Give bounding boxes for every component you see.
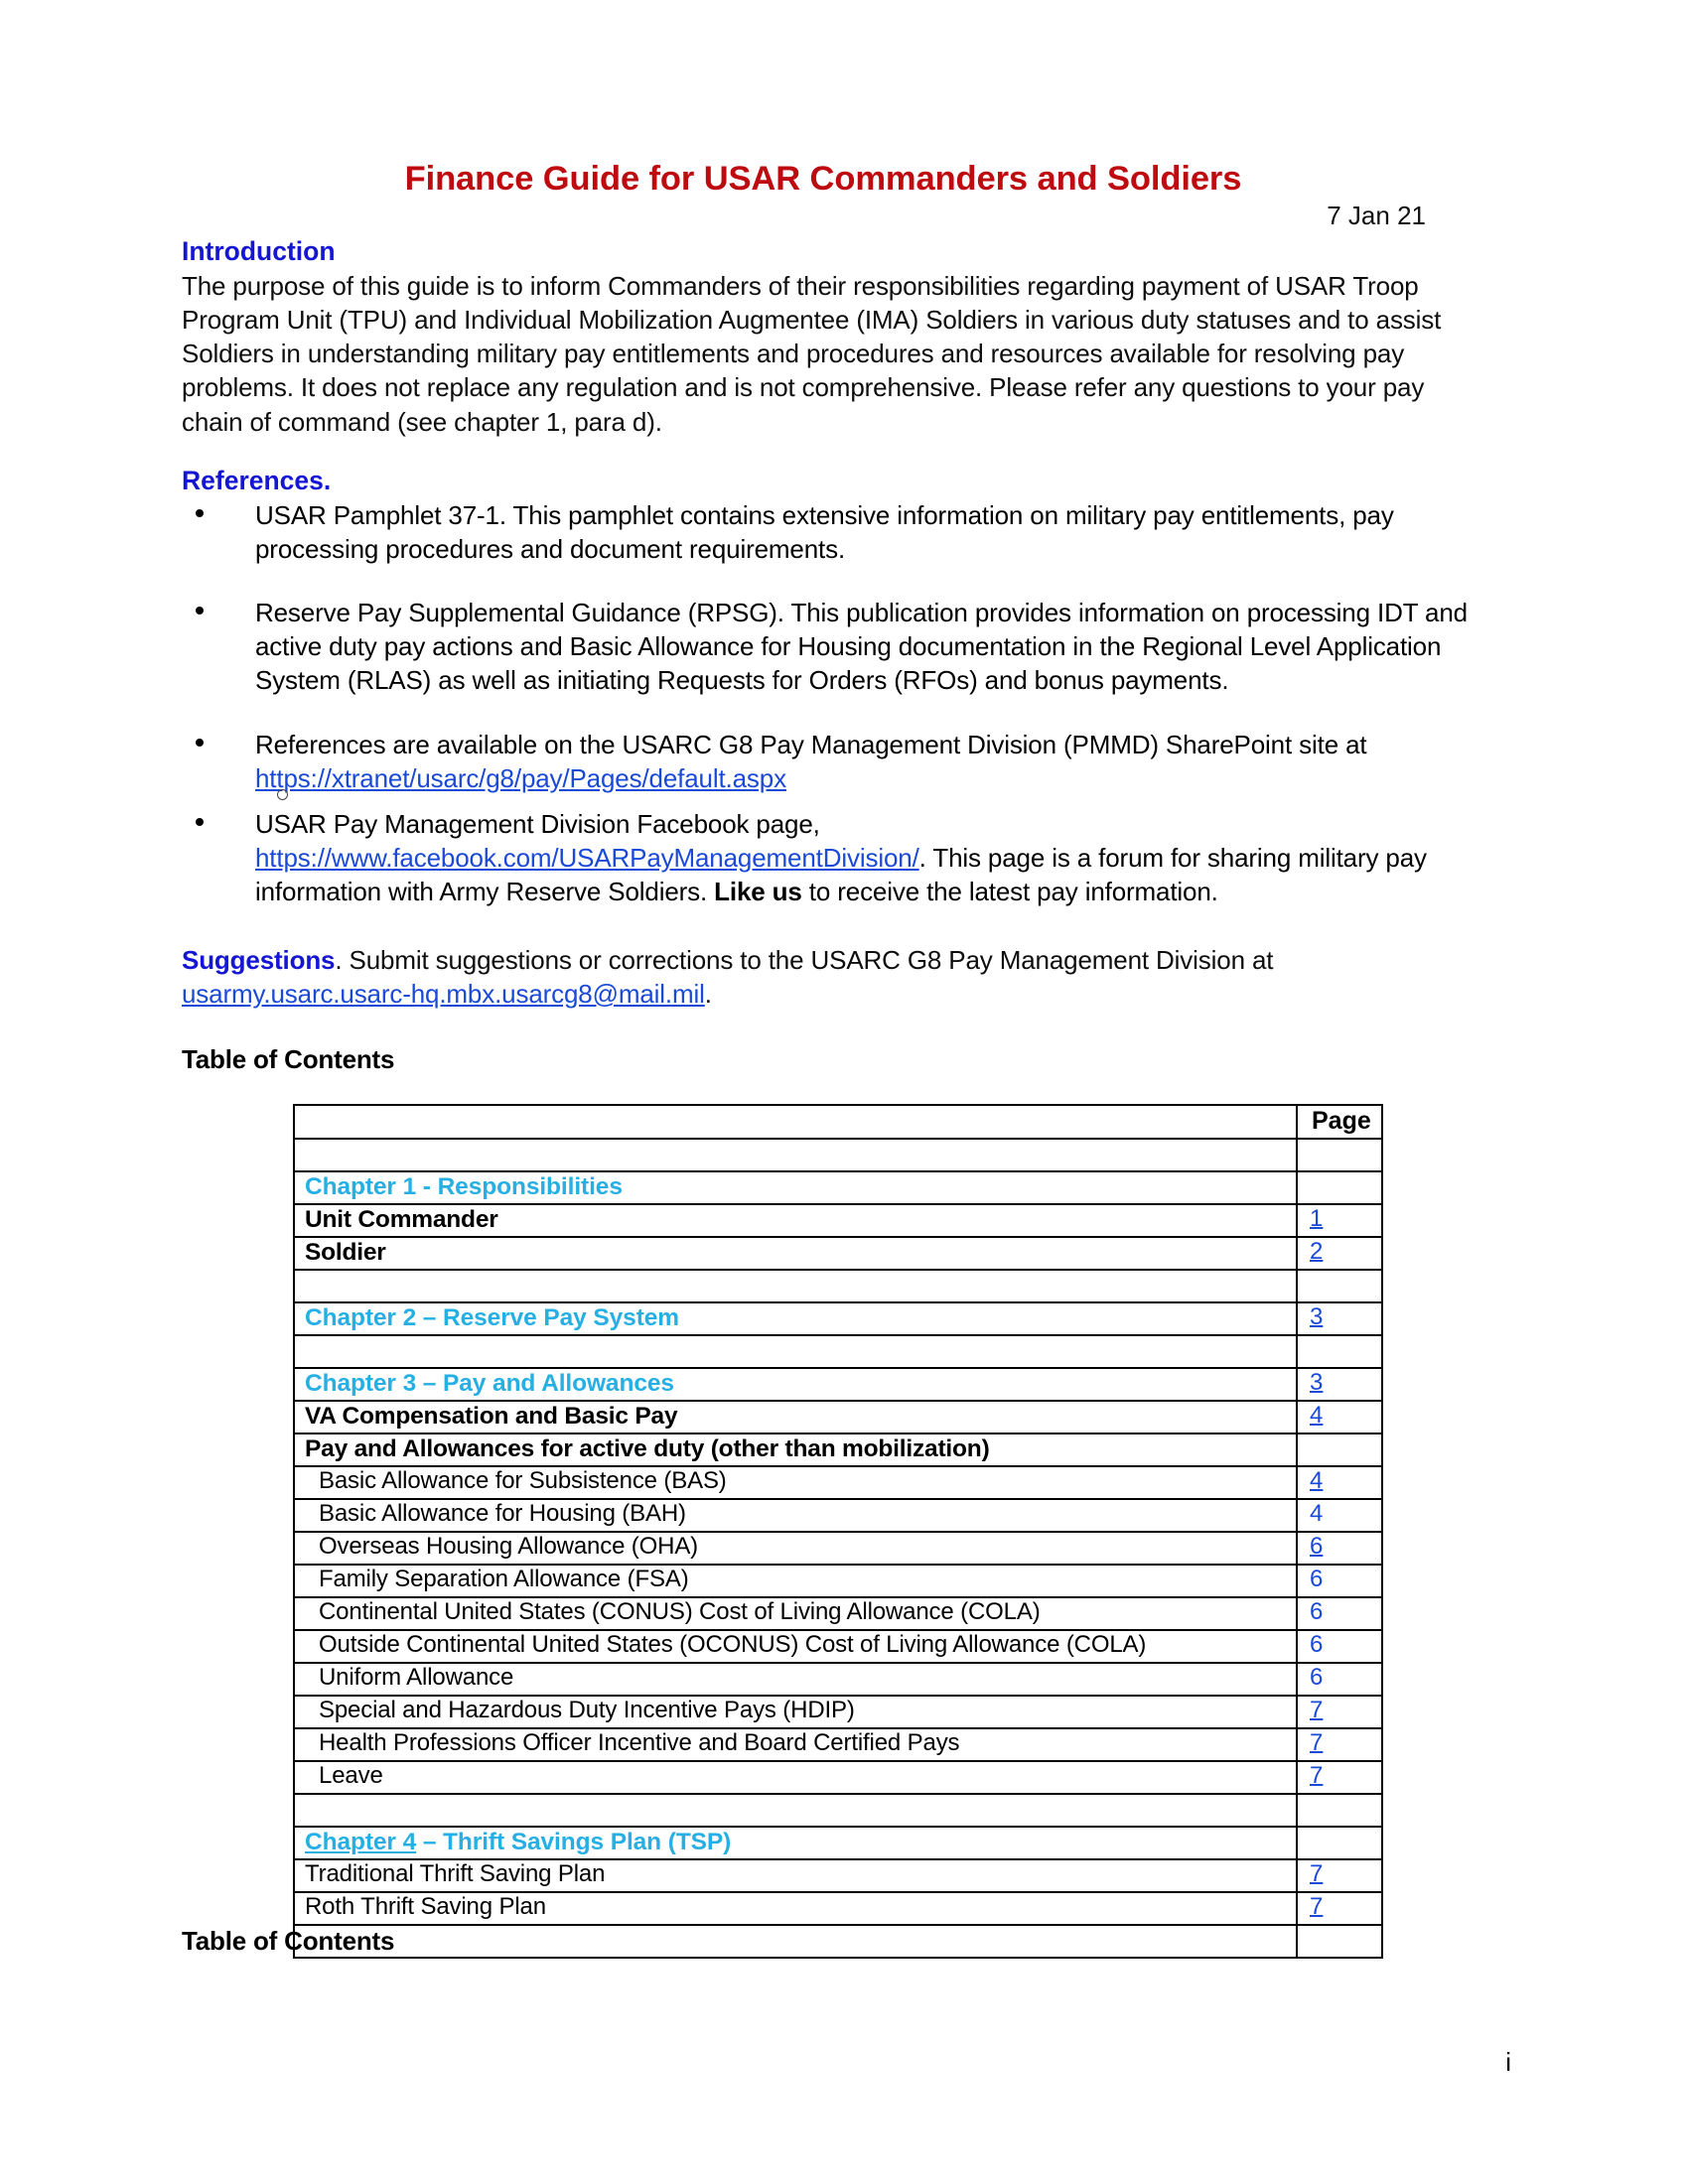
list-item — [182, 498, 1482, 566]
toc-title-cell — [294, 1663, 1297, 1696]
toc-chapter-link[interactable]: Chapter 2 – Reserve Pay System — [305, 1303, 679, 1331]
toc-page-cell — [1297, 1696, 1382, 1728]
suggestions-heading: Suggestions — [182, 944, 336, 975]
toc-spacer-cell — [294, 1335, 1297, 1368]
bullet-icon — [196, 818, 204, 826]
toc-title-cell — [294, 1597, 1297, 1630]
table-row — [294, 1597, 1382, 1630]
toc-entry-bold[interactable]: Unit Commander — [305, 1205, 498, 1233]
toc-title-cell — [294, 1630, 1297, 1663]
toc-page-link[interactable]: 3 — [1310, 1303, 1324, 1331]
reference-bullet-3-text: References are available on the USARC G8 Pay Management Division (PMMD) SharePoint site at — [255, 729, 1367, 759]
table-of-contents — [293, 1104, 1381, 1959]
toc-entry-bold[interactable]: VA Compensation and Basic Pay — [305, 1402, 678, 1430]
toc-title-cell — [294, 1827, 1297, 1859]
table-row — [294, 1171, 1382, 1204]
toc-title-cell — [294, 1696, 1297, 1728]
bullet-icon — [196, 509, 204, 517]
reference-bullet-4-text: USAR Pay Management Division Facebook page, — [255, 808, 820, 839]
toc-page-link[interactable]: 2 — [1310, 1238, 1324, 1266]
toc-title-cell — [294, 1761, 1297, 1794]
toc-entry[interactable]: Traditional Thrift Saving Plan — [305, 1860, 606, 1888]
table-row — [294, 1139, 1382, 1171]
toc-chapter-link[interactable]: Chapter 1 - Responsibilities — [305, 1172, 623, 1200]
references-list-continued — [182, 807, 1482, 909]
table-row — [294, 1892, 1382, 1925]
toc-entry-sub[interactable]: Leave — [319, 1762, 383, 1790]
table-row — [294, 1761, 1382, 1794]
toc-table — [293, 1104, 1383, 1959]
toc-page-cell — [1297, 1565, 1382, 1597]
toc-page-link[interactable]: 7 — [1310, 1697, 1324, 1724]
table-row — [294, 1466, 1382, 1499]
toc-title-cell — [294, 1401, 1297, 1433]
table-row — [294, 1237, 1382, 1270]
toc-page-cell — [1297, 1532, 1382, 1565]
toc-title-cell — [294, 1728, 1297, 1761]
toc-entry-sub[interactable]: Family Separation Allowance (FSA) — [319, 1566, 689, 1593]
toc-page-cell — [1297, 1630, 1382, 1663]
document-body — [182, 159, 1482, 1075]
toc-page-cell — [1297, 1368, 1382, 1401]
table-row — [294, 1827, 1382, 1859]
references-heading: References. — [182, 465, 332, 495]
toc-page-link[interactable]: 6 — [1310, 1598, 1324, 1626]
toc-spacer-cell — [294, 1925, 1297, 1958]
toc-title-cell — [294, 1892, 1297, 1925]
facebook-link[interactable]: https://www.facebook.com/USARPayManagementDivision/ — [255, 843, 919, 874]
list-item — [182, 596, 1482, 698]
suggestions-text: . Submit suggestions or corrections to the USARC G8 Pay Management Division at — [335, 944, 1274, 975]
table-row — [294, 1401, 1382, 1433]
toc-page-cell — [1297, 1237, 1382, 1270]
table-row — [294, 1433, 1382, 1466]
list-item — [182, 807, 1482, 909]
references-list — [182, 498, 1482, 795]
toc-page-link[interactable]: 6 — [1310, 1664, 1324, 1692]
introduction-heading: Introduction — [182, 235, 336, 266]
toc-page-cell — [1297, 1892, 1382, 1925]
table-row — [294, 1859, 1382, 1892]
table-row — [294, 1696, 1382, 1728]
toc-page-link[interactable]: 6 — [1310, 1566, 1324, 1593]
reference-bullet-4-after: . This page is a forum for sharing military pay information with Army Reserve Soldiers. — [255, 843, 1427, 907]
table-row — [294, 1499, 1382, 1532]
table-row — [294, 1302, 1382, 1335]
hollow-circle-icon — [277, 789, 288, 800]
toc-page-cell — [1297, 1761, 1382, 1794]
toc-title-cell — [294, 1368, 1297, 1401]
toc-entry-sub[interactable]: Basic Allowance for Housing (BAH) — [319, 1500, 686, 1528]
reference-bullet-4-tail: to receive the latest pay information. — [801, 877, 1218, 907]
toc-entry[interactable]: Roth Thrift Saving Plan — [305, 1893, 546, 1921]
toc-spacer-page-cell — [1297, 1270, 1382, 1302]
toc-entry-sub[interactable]: Health Professions Officer Incentive and Board Certified Pays — [319, 1729, 960, 1757]
toc-chapter-link[interactable]: Chapter 4 – Thrift Savings Plan (TSP) — [305, 1828, 732, 1855]
toc-spacer-cell — [294, 1139, 1297, 1171]
toc-spacer-cell — [294, 1794, 1297, 1827]
table-row — [294, 1663, 1382, 1696]
table-row — [294, 1204, 1382, 1237]
table-row — [294, 1270, 1382, 1302]
page-title: Finance Guide for USAR Commanders and Soldiers — [404, 160, 1242, 198]
toc-page-cell — [1297, 1859, 1382, 1892]
toc-chapter-link[interactable]: Chapter 3 – Pay and Allowances — [305, 1369, 674, 1397]
toc-spacer-cell — [294, 1270, 1297, 1302]
toc-heading-bottom: Table of Contents — [182, 1926, 395, 1956]
bullet-icon — [196, 607, 204, 614]
toc-col-page-header — [1297, 1105, 1382, 1139]
toc-page-cell — [1297, 1827, 1382, 1859]
toc-entry-sub[interactable]: Special and Hazardous Duty Incentive Pays (HDIP) — [319, 1697, 855, 1724]
toc-page-cell — [1297, 1597, 1382, 1630]
toc-page-cell — [1297, 1728, 1382, 1761]
toc-title-cell — [294, 1499, 1297, 1532]
suggestions-paragraph — [182, 943, 1482, 1011]
toc-entry-sub[interactable]: Continental United States (CONUS) Cost of Living Allowance (COLA) — [319, 1598, 1041, 1626]
toc-page-cell — [1297, 1302, 1382, 1335]
toc-page-link[interactable]: 4 — [1310, 1500, 1324, 1528]
toc-page-link[interactable]: 6 — [1310, 1533, 1324, 1561]
table-row — [294, 1105, 1382, 1139]
table-row — [294, 1925, 1382, 1958]
toc-title-cell — [294, 1171, 1297, 1204]
toc-page-link[interactable]: 3 — [1310, 1369, 1324, 1397]
sharepoint-link[interactable]: https://xtranet/usarc/g8/pay/Pages/default.aspx — [255, 762, 786, 793]
table-row — [294, 1728, 1382, 1761]
email-link[interactable]: usarmy.usarc.usarc-hq.mbx.usarcg8@mail.mil — [182, 978, 705, 1009]
toc-title-cell — [294, 1532, 1297, 1565]
toc-entry-sub[interactable]: Outside Continental United States (OCONUS) Cost of Living Allowance (COLA) — [319, 1631, 1147, 1659]
toc-spacer-page-cell — [1297, 1794, 1382, 1827]
table-row — [294, 1368, 1382, 1401]
toc-title-cell — [294, 1859, 1297, 1892]
bullet-icon — [196, 739, 204, 747]
toc-page-cell — [1297, 1663, 1382, 1696]
toc-entry-sub[interactable]: Basic Allowance for Subsistence (BAS) — [319, 1467, 727, 1495]
suggestions-period: . — [704, 978, 712, 1009]
toc-page-link[interactable]: 4 — [1310, 1467, 1324, 1495]
table-row — [294, 1532, 1382, 1565]
toc-spacer-page-cell — [1297, 1925, 1382, 1958]
toc-page-cell — [1297, 1401, 1382, 1433]
toc-page-cell — [1297, 1171, 1382, 1204]
toc-page-cell — [1297, 1433, 1382, 1466]
table-row — [294, 1335, 1382, 1368]
toc-page-link[interactable]: 4 — [1310, 1402, 1324, 1430]
reference-bullet-2: Reserve Pay Supplemental Guidance (RPSG). This publication provides information on processing IDT and active duty pay actions and Basic Allowance for Housing documentation in the Regional Level Application System (RLAS) as well as initiating Requests for Orders (RFOs) and bonus payments. — [255, 598, 1468, 696]
toc-page-link[interactable]: 6 — [1310, 1631, 1324, 1659]
toc-entry-sub[interactable]: Uniform Allowance — [319, 1664, 514, 1692]
toc-entry-bold[interactable]: Soldier — [305, 1238, 386, 1266]
toc-title-cell — [294, 1204, 1297, 1237]
toc-page-cell — [1297, 1204, 1382, 1237]
reference-bullet-1: USAR Pamphlet 37-1. This pamphlet contains extensive information on military pay entitlements, pay processing procedures and document requirements. — [255, 499, 1394, 564]
toc-entry-sub[interactable]: Overseas Housing Allowance (OHA) — [319, 1533, 699, 1561]
introduction-paragraph: The purpose of this guide is to inform Commanders of their responsibilities regarding payment of USAR Troop Program Unit (TPU) and Individual Mobilization Augmentee (IMA) Soldiers in various duty statuses and to assist Soldiers in understanding military pay entitlements and procedures and resources available for resolving pay problems. It does not replace any regulation and is not comprehensive. Please refer any questions to your pay chain of command (see chapter 1, para d). — [182, 270, 1442, 437]
table-row — [294, 1630, 1382, 1663]
toc-title-cell — [294, 1565, 1297, 1597]
toc-page-link[interactable]: 7 — [1310, 1860, 1324, 1888]
toc-page-link[interactable]: 7 — [1310, 1762, 1324, 1790]
toc-page-link[interactable]: 7 — [1310, 1729, 1324, 1757]
toc-spacer-page-cell — [1297, 1335, 1382, 1368]
table-row — [294, 1565, 1382, 1597]
page-folio: i — [1505, 2047, 1511, 2077]
toc-heading: Table of Contents — [182, 1043, 395, 1074]
toc-title-cell — [294, 1466, 1297, 1499]
table-row — [294, 1794, 1382, 1827]
toc-title-cell — [294, 1237, 1297, 1270]
toc-entry-bold[interactable]: Pay and Allowances for active duty (other than mobilization) — [305, 1434, 990, 1462]
toc-col-title-header — [294, 1105, 1297, 1139]
toc-page-cell — [1297, 1499, 1382, 1532]
toc-page-cell — [1297, 1466, 1382, 1499]
like-us-emphasis: Like us — [714, 877, 802, 907]
document-date: 7 Jan 21 — [1327, 200, 1426, 230]
toc-page-column-header: Page — [1312, 1107, 1371, 1135]
toc-title-cell — [294, 1433, 1297, 1466]
toc-page-link[interactable]: 1 — [1310, 1205, 1324, 1233]
toc-title-cell — [294, 1302, 1297, 1335]
toc-page-link[interactable]: 7 — [1310, 1893, 1324, 1921]
toc-spacer-page-cell — [1297, 1139, 1382, 1171]
